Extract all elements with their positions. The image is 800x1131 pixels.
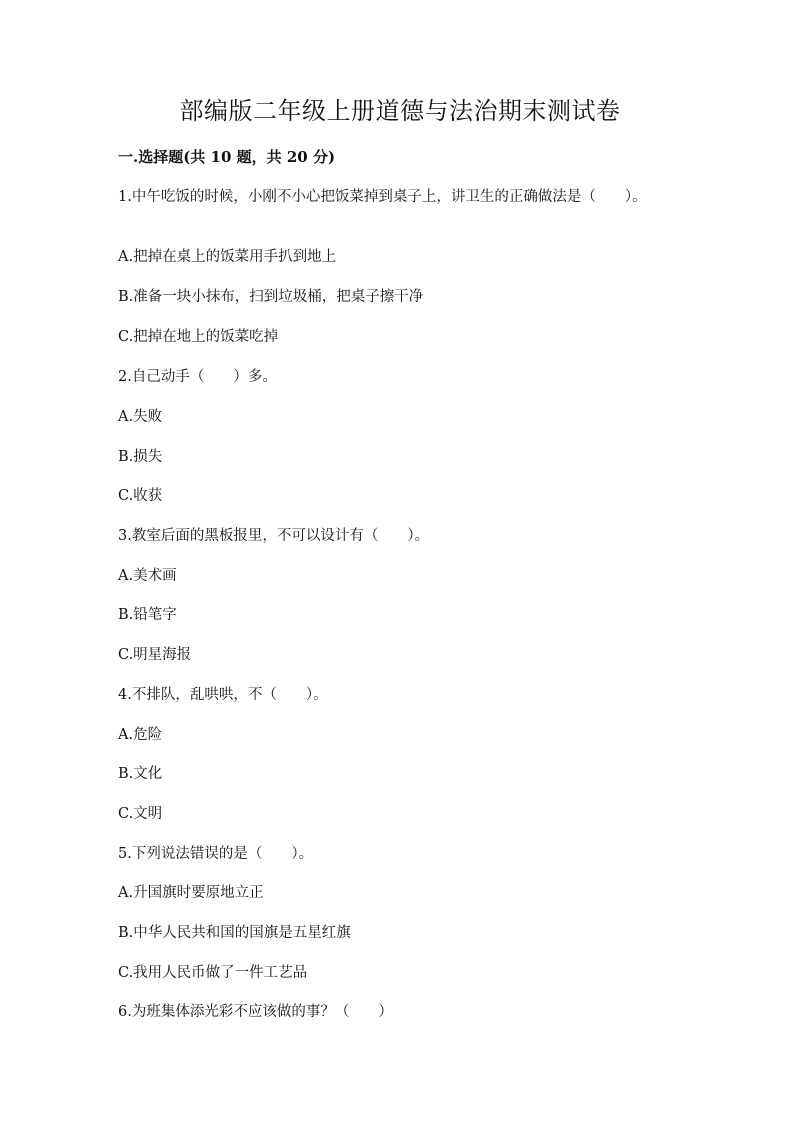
question-4-option-c: C.文明: [118, 806, 163, 822]
question-2-option-b: B.损失: [118, 449, 163, 465]
question-5-option-c: C.我用人民币做了一件工艺品: [118, 965, 308, 981]
question-1-stem: 1.中午吃饭的时候，小刚不小心把饭菜掉到桌子上，讲卫生的正确做法是（ ）。: [118, 189, 647, 205]
question-4-stem: 4.不排队，乱哄哄，不（ ）。: [118, 687, 328, 703]
question-3-option-a: A.美术画: [118, 568, 177, 584]
question-5-stem: 5.下列说法错误的是（ ）。: [118, 846, 314, 862]
question-5-option-a: A.升国旗时要原地立正: [118, 885, 264, 901]
question-2-option-c: C.收获: [118, 488, 163, 504]
question-4-option-b: B.文化: [118, 766, 163, 782]
question-5-option-b: B.中华人民共和国的国旗是五星红旗: [118, 925, 351, 941]
question-3-stem: 3.教室后面的黑板报里，不可以设计有（ ）。: [118, 528, 430, 544]
question-4-option-a: A.危险: [118, 727, 163, 743]
question-1-option-c: C.把掉在地上的饭菜吃掉: [118, 329, 279, 345]
question-1-option-b: B.准备一块小抹布，扫到垃圾桶，把桌子擦干净: [118, 289, 424, 305]
question-2-option-a: A.失败: [118, 409, 163, 425]
question-3-option-b: B.铅笔字: [118, 607, 177, 623]
question-1-option-a: A.把掉在桌上的饭菜用手扒到地上: [118, 249, 337, 265]
question-3-option-c: C.明星海报: [118, 647, 192, 663]
section-header: 一.选择题(共 10 题，共 20 分): [118, 148, 336, 166]
page-title: 部编版二年级上册道德与法治期末测试卷: [179, 97, 621, 125]
question-2-stem: 2.自己动手（ ）多。: [118, 369, 277, 385]
question-6-stem: 6.为班集体添光彩不应该做的事？（ ）: [118, 1004, 393, 1020]
